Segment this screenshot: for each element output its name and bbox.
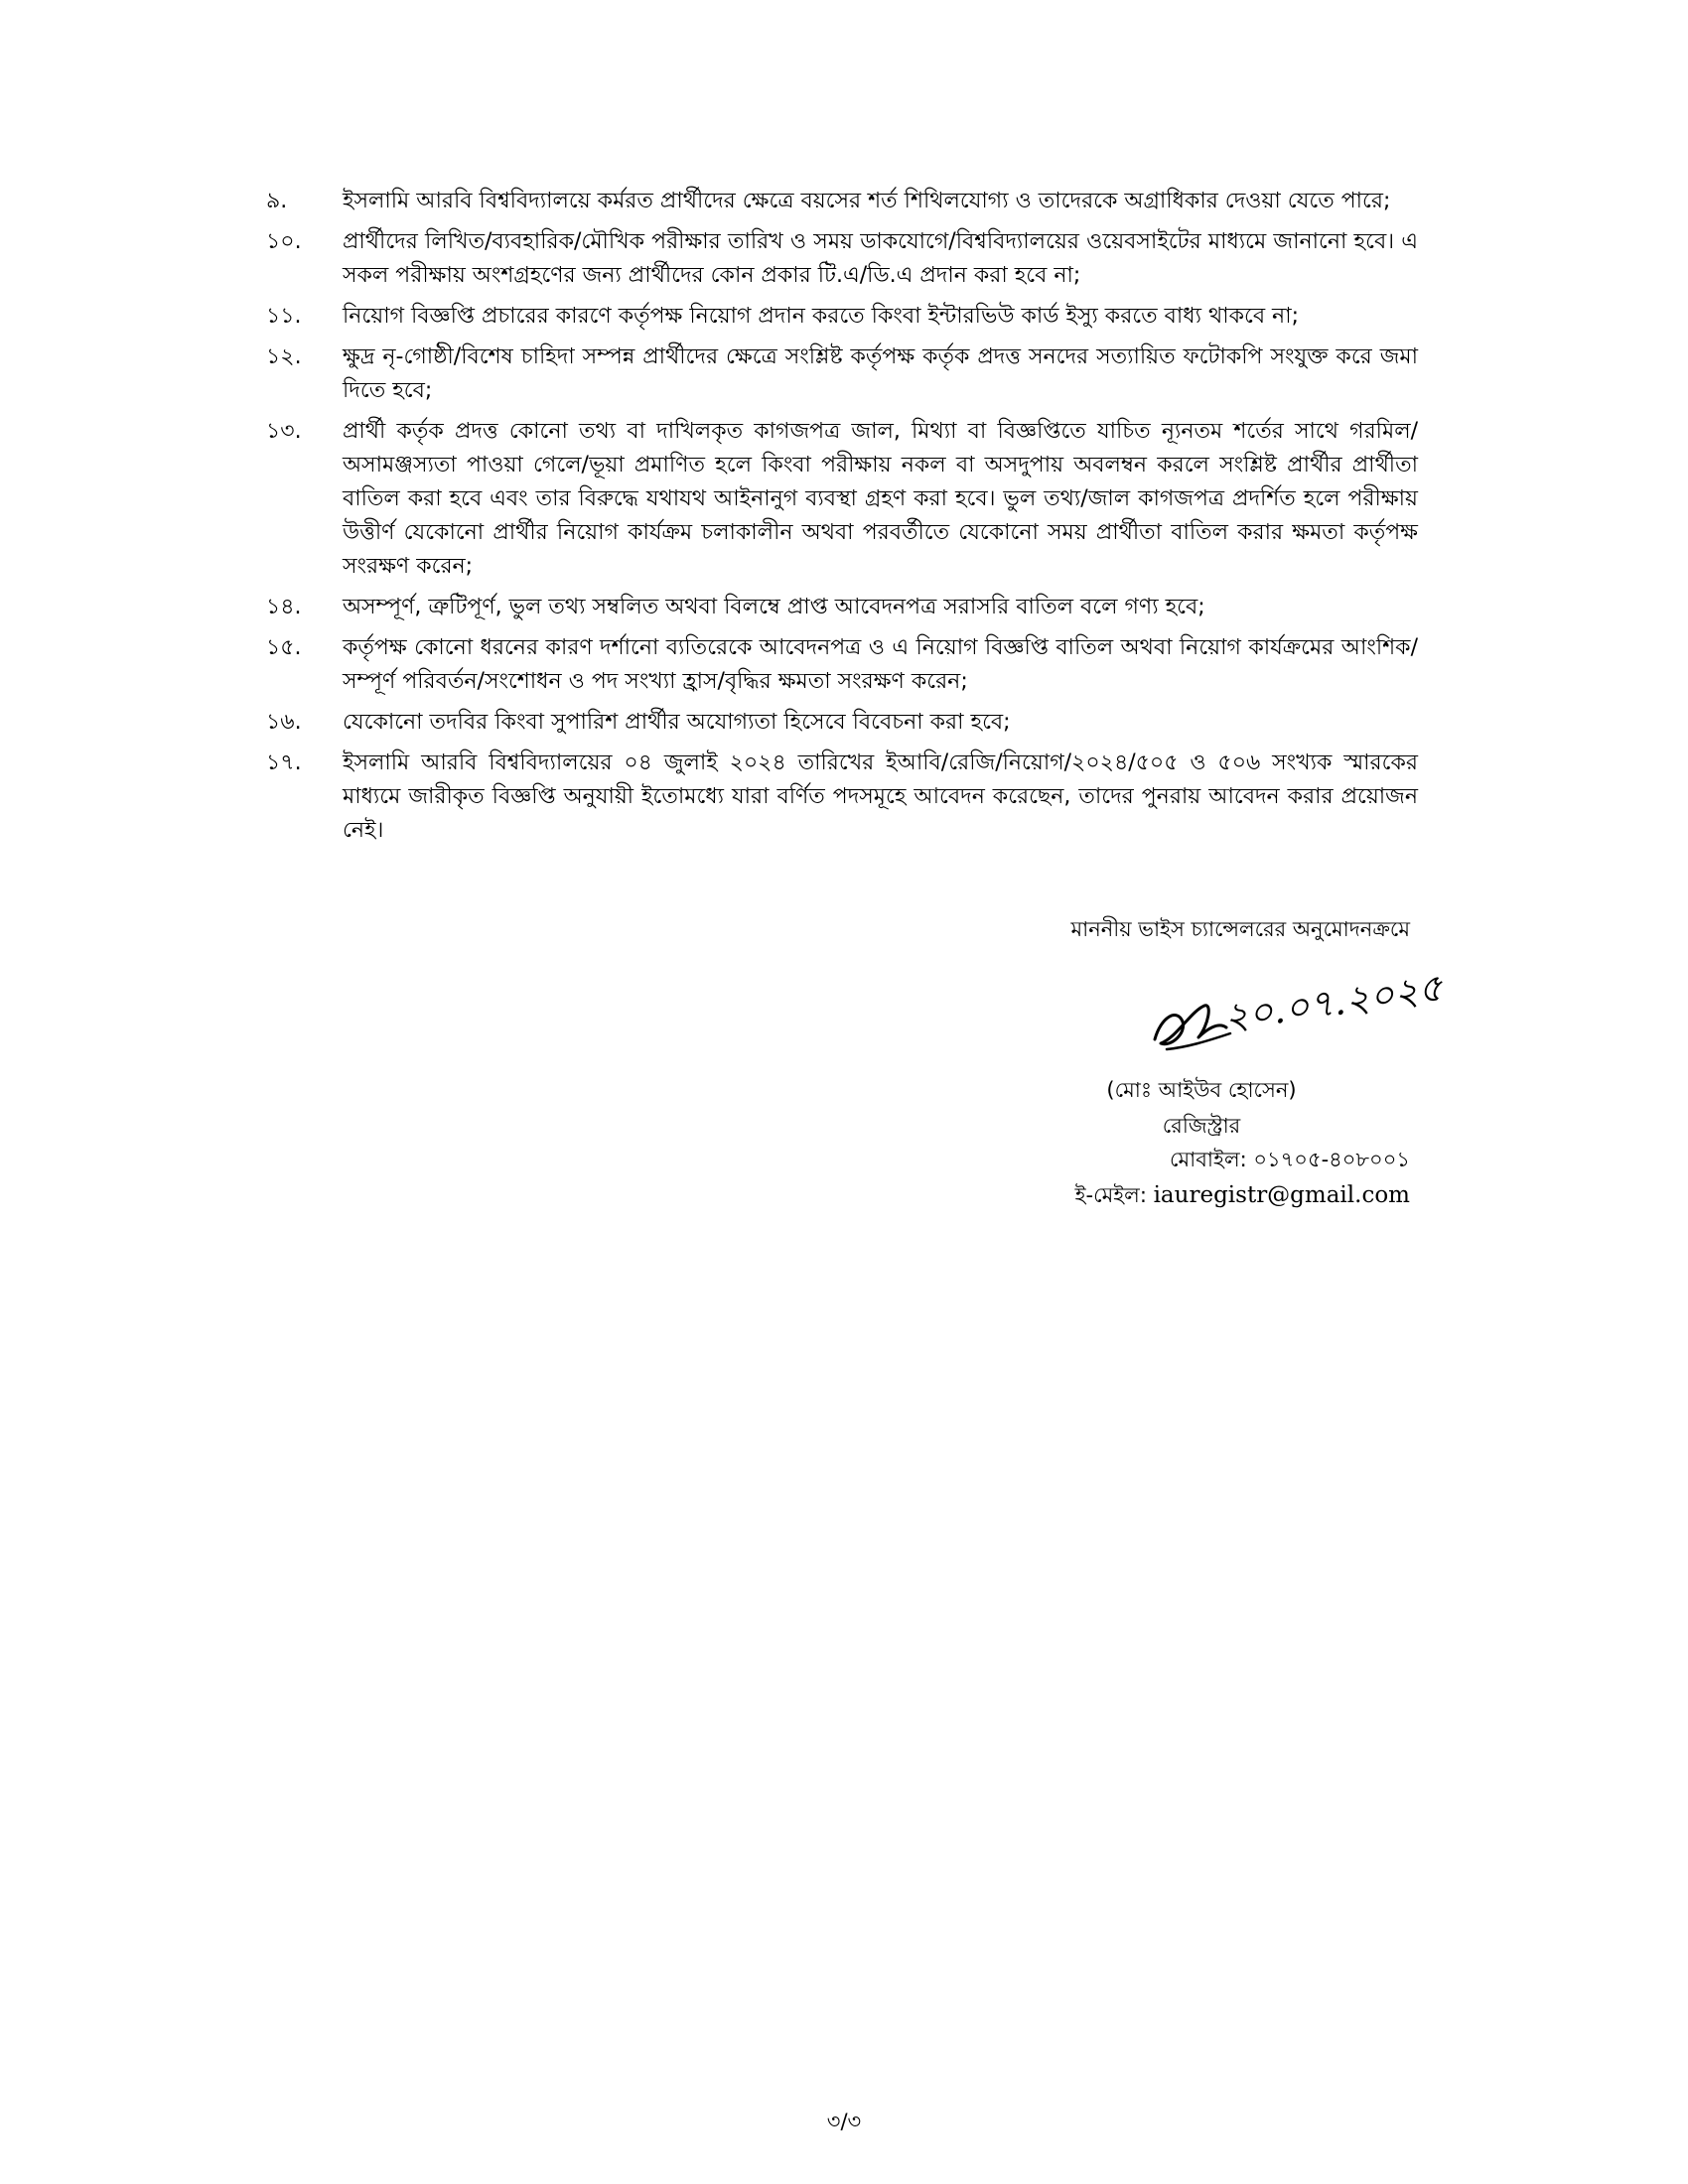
- clause-number: ১০.: [266, 229, 302, 254]
- list-item: [266, 225, 1418, 293]
- terms-list: [266, 185, 1418, 855]
- approval-line: মাননীয় ভাইস চ্যান্সেলরের অনুমোদনক্রমে: [1070, 917, 1410, 941]
- clause-text: যেকোনো তদবির কিংবা সুপারিশ প্রার্থীর অযোগ্যতা হিসেবে বিবেচনা করা হবে;: [343, 710, 1011, 735]
- clause-number: ১৫.: [266, 635, 302, 660]
- clause-text: অসম্পূর্ণ, ত্রুটিপূর্ণ, ভুল তথ্য সম্বলিত অথবা বিলম্বে প্রাপ্ত আবেদনপত্র সরাসরি বাতিল বলে গণ্য হবে;: [343, 595, 1205, 619]
- clause-number: ৯.: [266, 189, 288, 213]
- email-label: ই-মেইল:: [1074, 1183, 1147, 1207]
- clause-number: ১২.: [266, 344, 302, 369]
- mobile-line: [894, 1142, 1410, 1177]
- signatory-name: (মোঃ আইউব হোসেন): [1106, 1078, 1297, 1102]
- clause-text: ইসলামি আরবি বিশ্ববিদ্যালয়ে কর্মরত প্রার্থীদের ক্ষেত্রে বয়সের শর্ত শিথিলযোগ্য ও তাদেরকে অগ্রাধিকার দেওয়া যেতে পারে;: [343, 189, 1391, 213]
- clause-text: ক্ষুদ্র নৃ-গোষ্ঠী/বিশেষ চাহিদা সম্পন্ন প্রার্থীদের ক্ষেত্রে সংশ্লিষ্ট কর্তৃপক্ষ কর্তৃক প্রদত্ত সনদের সত্যায়িত ফটোকপি সংযুক্ত করে জমা দিতে হবে;: [343, 344, 1418, 403]
- clause-number: ১৩.: [266, 419, 302, 444]
- list-item: [266, 341, 1418, 408]
- signature-mark: [1147, 978, 1236, 1067]
- list-item: [266, 185, 1418, 218]
- clause-number: ১৪.: [266, 595, 302, 619]
- list-item: [266, 706, 1418, 740]
- clause-text: ইসলামি আরবি বিশ্ববিদ্যালয়ের ০৪ জুলাই ২০২৪ তারিখের ইআবি/রেজি/নিয়োগ/২০২৪/৫০৫ ও ৫০৬ সংখ্যক স্মারকের মাধ্যমে জারীকৃত বিজ্ঞপ্তি অনুযায়ী ইতোমধ্যে যারা বর্ণিত পদসমূহে আবেদন করেছেন, তাদের পুনরায় আবেদন করার প্রয়োজন নেই।: [343, 751, 1418, 843]
- email-line: [894, 1177, 1410, 1213]
- signatory-designation: রেজিস্ট্রার: [1162, 1114, 1241, 1138]
- signature-date: ২০.০৭.২০২৫: [1220, 965, 1446, 1039]
- clause-number: ১৬.: [266, 710, 302, 735]
- signatory-block: [993, 1072, 1410, 1144]
- mobile-number: ০১৭০৫-৪০৮০০১: [1253, 1148, 1410, 1171]
- page-number: ৩/৩: [826, 2110, 862, 2133]
- list-item: [266, 300, 1418, 334]
- list-item: [266, 415, 1418, 584]
- handwritten-signature: [1147, 965, 1446, 1067]
- email-address[interactable]: iauregistr@gmail.com: [1153, 1182, 1410, 1208]
- clause-number: ১১.: [266, 304, 302, 329]
- list-item: [266, 631, 1418, 699]
- clause-text: প্রার্থীদের লিখিত/ব্যবহারিক/মৌখিক পরীক্ষার তারিখ ও সময় ডাকযোগে/বিশ্ববিদ্যালয়ের ওয়েবসাইটের মাধ্যমে জানানো হবে। এ সকল পরীক্ষায় অংশগ্রহণের জন্য প্রার্থীদের কোন প্রকার টি.এ/ডি.এ প্রদান করা হবে না;: [343, 229, 1418, 288]
- list-item: [266, 747, 1418, 848]
- clause-text: কর্তৃপক্ষ কোনো ধরনের কারণ দর্শানো ব্যতিরেকে আবেদনপত্র ও এ নিয়োগ বিজ্ঞপ্তি বাতিল অথবা নিয়োগ কার্যক্রমের আংশিক/সম্পূর্ণ পরিবর্তন/সংশোধন ও পদ সংখ্যা হ্রাস/বৃদ্ধির ক্ষমতা সংরক্ষণ করেন;: [343, 635, 1418, 694]
- list-item: [266, 591, 1418, 624]
- clause-text: নিয়োগ বিজ্ঞপ্তি প্রচারের কারণে কর্তৃপক্ষ নিয়োগ প্রদান করতে কিংবা ইন্টারভিউ কার্ড ইস্যু করতে বাধ্য থাকবে না;: [343, 304, 1299, 329]
- clause-text: প্রার্থী কর্তৃক প্রদত্ত কোনো তথ্য বা দাখিলকৃত কাগজপত্র জাল, মিথ্যা বা বিজ্ঞপ্তিতে যাচিত ন্যূনতম শর্তের সাথে গরমিল/অসামঞ্জস্যতা পাওয়া গেলে/ভূয়া প্রমাণিত হলে কিংবা পরীক্ষায় নকল বা অসদুপায় অবলম্বন করলে সংশ্লিষ্ট প্রার্থীর প্রার্থীতা বাতিল করা হবে এবং তার বিরুদ্ধে যথাযথ আইনানুগ ব্যবস্থা গ্রহণ করা হবে। ভুল তথ্য/জাল কাগজপত্র প্রদর্শিত হলে পরীক্ষায় উত্তীর্ণ যেকোনো প্রার্থীর নিয়োগ কার্যক্রম চলাকালীন অথবা পরবর্তীতে যেকোনো সময় প্রার্থীতা বাতিল করার ক্ষমতা কর্তৃপক্ষ সংরক্ষণ করেন;: [343, 419, 1418, 579]
- mobile-label: মোবাইল:: [1169, 1148, 1247, 1171]
- clause-number: ১৭.: [266, 751, 302, 775]
- contact-block: [894, 1142, 1410, 1213]
